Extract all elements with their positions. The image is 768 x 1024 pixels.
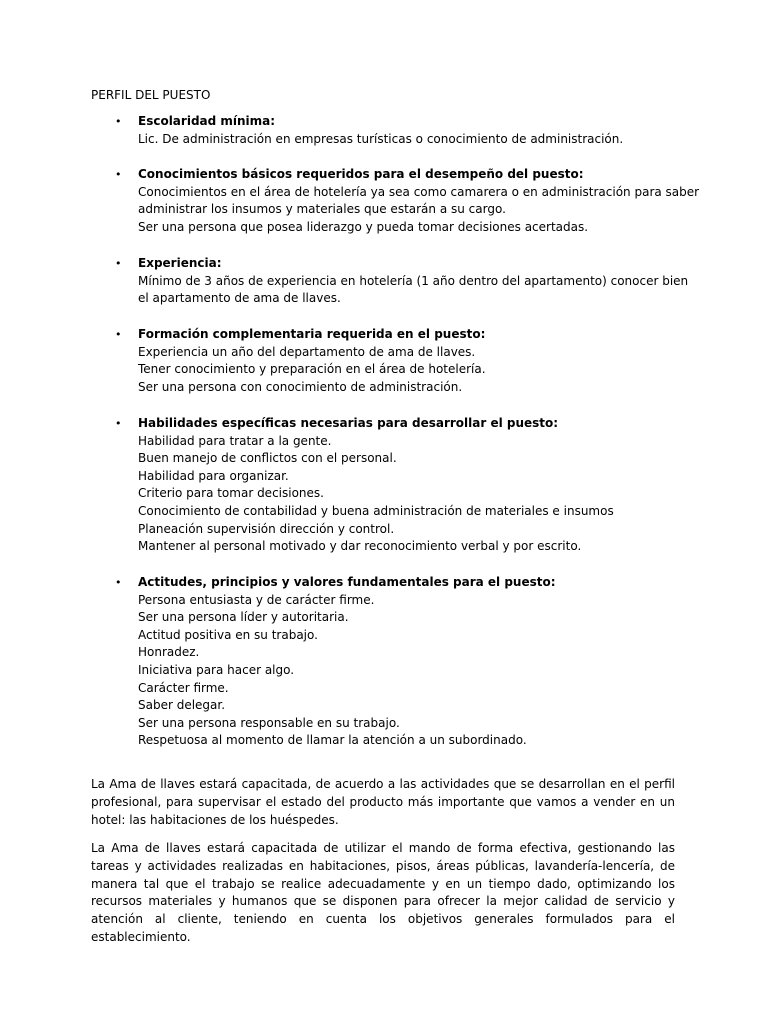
section-line: Conocimientos en el área de hotelería ya sea como camarera o en administración para saber: [138, 184, 700, 199]
section-experiencia: [115, 255, 689, 308]
section-line: administrar los insumos y materiales que estarán a su cargo.: [138, 202, 506, 217]
section-heading: Habilidades específicas necesarias para desarrollar el puesto:: [138, 416, 559, 430]
section-line: Mínimo de 3 años de experiencia en hotelería (1 año dentro del apartamento) conocer bien: [138, 273, 689, 288]
bullet-icon: •: [115, 257, 122, 270]
section-heading: Actitudes, principios y valores fundamentales para el puesto:: [138, 575, 556, 589]
bullet-icon: •: [115, 328, 122, 341]
section-line: Mantener al personal motivado y dar reconocimiento verbal y por escrito.: [138, 539, 582, 554]
section-heading: Escolaridad mínima:: [138, 114, 276, 128]
section-line: Lic. De administración en empresas turísticas o conocimiento de administración.: [138, 131, 624, 146]
section-line: el apartamento de ama de llaves.: [138, 291, 341, 306]
bullet-icon: •: [115, 168, 122, 181]
paragraph: La Ama de llaves estará capacitada de utilizar el mando de forma efectiva, gestionando las tareas y actividades realizadas en habitaciones, pisos, áreas públicas, lavandería-lencería, de manera tal que el trabajo se realice adecuadamente y en un tiempo dado, optimizando los recursos materiales y humanos que se disponen para ofrecer la mejor calidad de servicio y atención al cliente, teniendo en cuenta los objetivos generales formulados para el establecimiento.: [91, 841, 675, 944]
section-line: Ser una persona responsable en su trabajo.: [138, 715, 400, 730]
section-conocimientos: [115, 166, 700, 236]
section-actitudes: [115, 574, 675, 750]
section-line: Planeación supervisión dirección y control.: [138, 521, 395, 536]
section-line: Carácter firme.: [138, 680, 229, 695]
section-line: Ser una persona con conocimiento de administración.: [138, 379, 463, 394]
page-title: PERFIL DEL PUESTO: [91, 88, 211, 102]
section-line: Buen manejo de conflictos con el personal.: [138, 451, 397, 466]
section-line: Ser una persona que posea liderazgo y pueda tomar decisiones acertadas.: [138, 219, 589, 234]
section-line: Experiencia un año del departamento de ama de llaves.: [138, 344, 476, 359]
section-heading: Experiencia:: [138, 256, 222, 270]
section-line: Habilidad para tratar a la gente.: [138, 433, 332, 448]
section-line: Honradez.: [138, 645, 200, 660]
paragraph: La Ama de llaves estará capacitada, de acuerdo a las actividades que se desarrollan en el perfil profesional, para supervisar el estado del producto más importante que vamos a vender en un hotel: las habitaciones de los huéspedes.: [91, 777, 675, 827]
section-escolaridad: [115, 113, 675, 148]
section-line: Criterio para tomar decisiones.: [138, 486, 324, 501]
section-heading: Formación complementaria requerida en el puesto:: [138, 327, 486, 341]
bullet-icon: •: [115, 417, 122, 430]
section-line: Iniciativa para hacer algo.: [138, 662, 295, 677]
section-line: Actitud positiva en su trabajo.: [138, 627, 318, 642]
section-formacion: [115, 326, 675, 396]
section-habilidades: [115, 415, 675, 556]
section-line: Habilidad para organizar.: [138, 468, 289, 483]
section-line: Tener conocimiento y preparación en el área de hotelería.: [138, 362, 486, 377]
section-heading: Conocimientos básicos requeridos para el desempeño del puesto:: [138, 167, 584, 181]
bullet-icon: •: [115, 115, 122, 128]
section-line: Ser una persona líder y autoritaria.: [138, 610, 349, 625]
bullet-icon: •: [115, 576, 122, 589]
section-line: Persona entusiasta y de carácter firme.: [138, 592, 375, 607]
section-line: Conocimiento de contabilidad y buena administración de materiales e insumos: [138, 503, 614, 518]
section-line: Saber delegar.: [138, 698, 226, 713]
section-line: Respetuosa al momento de llamar la atención a un subordinado.: [138, 733, 527, 748]
